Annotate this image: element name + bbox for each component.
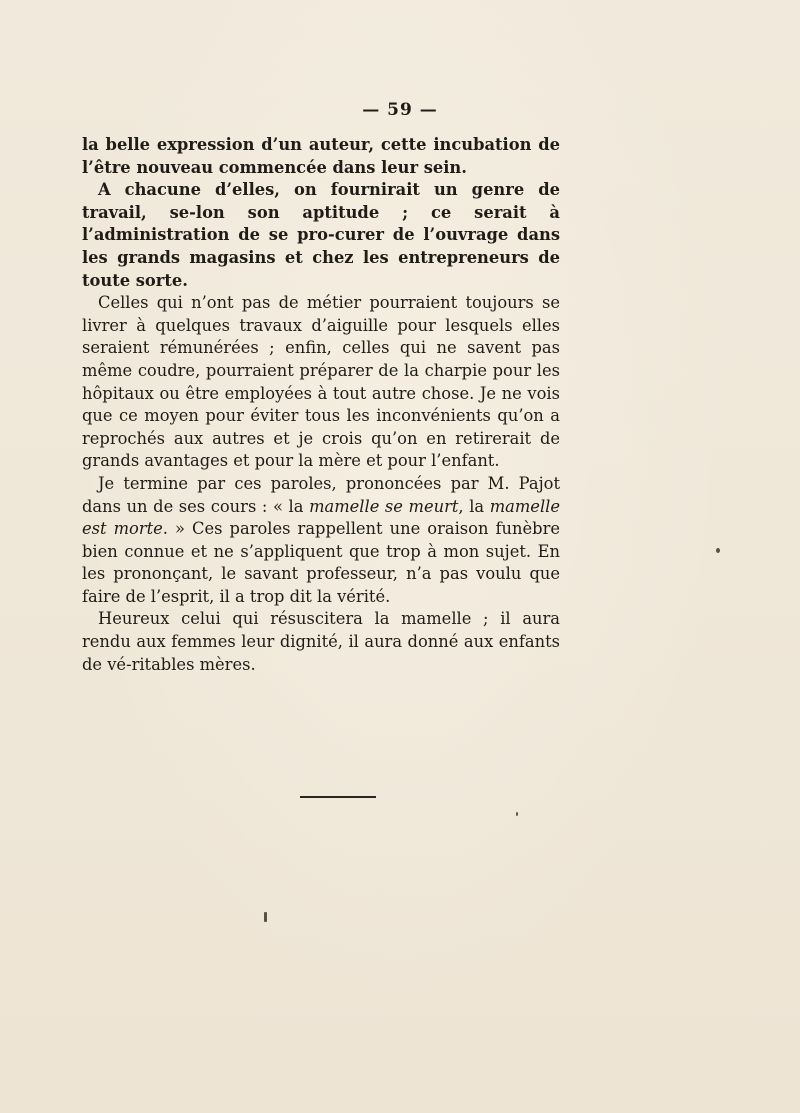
ink-speck bbox=[716, 548, 720, 553]
ink-speck bbox=[264, 912, 267, 922]
text-run-italic: mamelle se meurt bbox=[309, 496, 459, 516]
text-run: Celles qui n’ont pas de métier pourraient toujours se livrer à quelques travaux d’aiguille pour lesquels elles seraient rémunérées ; enfin, celles qui ne savent pas même coudre, pourraient préparer de la charpie pour les hôpitaux ou être employées à tout autre chose. Je ne vois que ce moyen pour éviter tous les inconvénients qu’on a reprochés aux autres et je crois qu’on en retirerait de grands avantages et pour la mère et pour l’enfant. bbox=[82, 293, 560, 471]
text-run: Je termine par ces paroles, prononcées par M. Pajot dans un de ses cours : « la bbox=[82, 473, 560, 516]
text-run: A chacune d’elles, on fournirait un genre de travail, se-lon son aptitude ; ce serait à l’administration de se pro-curer de l’ouvrage dans les grands magasins et chez les entrepreneurs de toute sorte. bbox=[82, 180, 560, 290]
section-divider bbox=[300, 796, 376, 798]
paragraph bbox=[82, 292, 560, 473]
page-number: — 59 — bbox=[362, 100, 438, 120]
text-run: . » Ces paroles rappellent une oraison funèbre bien connue et ne s’appliquent que trop à mon sujet. En les prononçant, le savant professeur, n’a pas voulu que faire de l’esprit, il a trop dit la vérité. bbox=[82, 519, 560, 606]
body-text bbox=[82, 134, 560, 676]
text-run: Heureux celui qui résuscitera la mamelle ; il aura rendu aux femmes leur dignité, il aura donné aux enfants de vé-ritables mères. bbox=[82, 609, 560, 674]
text-run: la belle expression d’un auteur, cette incubation de l’être nouveau commencée dans leur sein. bbox=[82, 135, 560, 177]
text-run-italic: mamelle est morte bbox=[82, 496, 560, 539]
text-run: , la bbox=[458, 496, 490, 516]
ink-speck bbox=[516, 812, 518, 816]
paragraph bbox=[82, 134, 560, 179]
paragraph bbox=[82, 473, 560, 609]
paragraph bbox=[82, 179, 560, 292]
paragraph bbox=[82, 608, 560, 676]
